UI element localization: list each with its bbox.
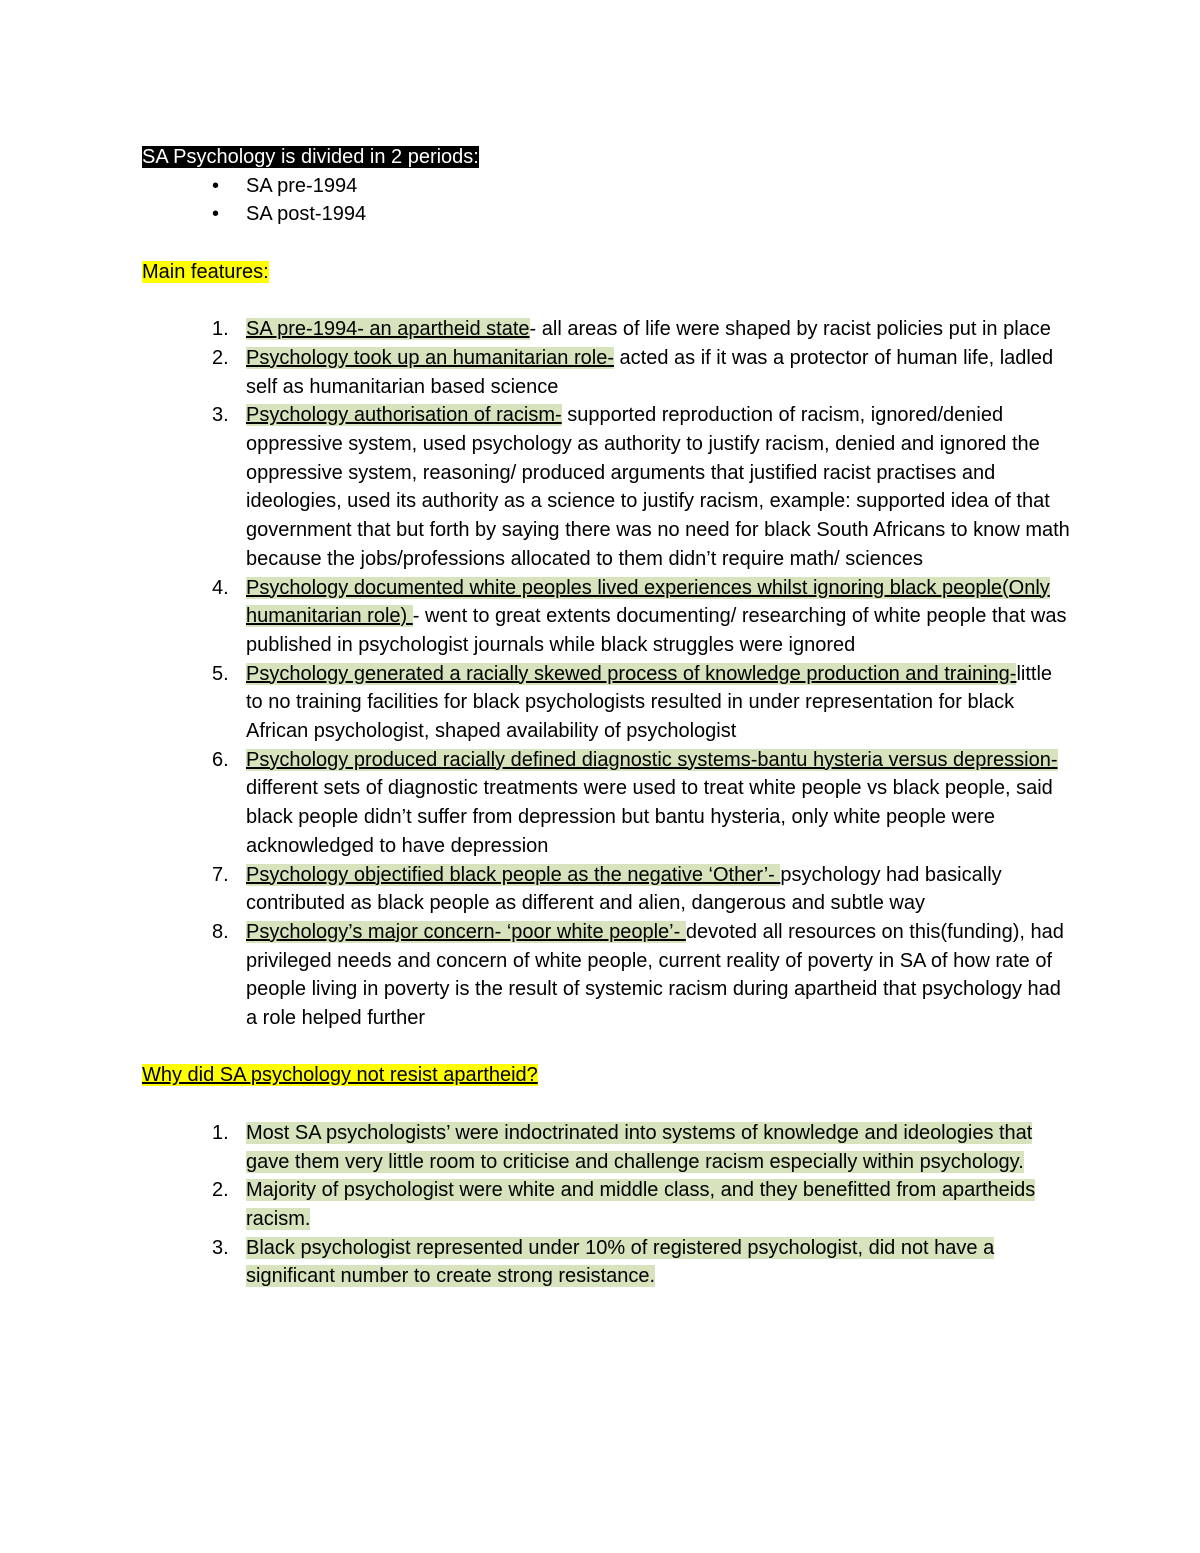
feature-text: little to no training facilities for black psychologists resulted in under representation for black African psychologist, shaped availability of psychologist [246,662,1053,743]
list-item [142,172,1072,201]
feature-title: Psychology objectified black people as the negative ‘Other’- [246,863,781,886]
feature-text: - went to great extents documenting/ researching of white people that was published in psychologist journals while black struggles were ignored [246,605,1067,656]
feature-text: devoted all resources on this(funding), had privileged needs and concern of white people, current reality of poverty in SA of how rate of people living in poverty is the result of systemic racism during apartheid that psychology had a role helped further [246,920,1064,1030]
list-item [142,746,1072,861]
spacer [142,229,1072,258]
list-item [142,1234,1072,1291]
feature-title: Psychology documented white peoples lived experiences whilst ignoring black people(Only humanitarian role) [246,576,1050,628]
feature-text: acted as if it was a protector of human life, ladled self as humanitarian based science [246,346,1054,398]
item-number: 3. [212,1236,229,1259]
resist-text: Most SA psychologists’ were indoctrinated into systems of knowledge and ideologies that gave them very little room to criticise and challenge racism especially within psychology. [246,1121,1033,1173]
item-number: 1. [212,318,229,341]
resist-heading [142,1061,1072,1090]
feature-text: psychology had basically contributed as black people as different and alien, dangerous and subtle way [246,863,1002,915]
item-number: 5. [212,662,229,685]
feature-title: Psychology produced racially defined diagnostic systems-bantu hysteria versus depression- [246,748,1058,771]
item-number: 3. [212,404,229,427]
spacer [142,1090,1072,1119]
spacer [142,287,1072,316]
bullet-icon: • [212,174,220,197]
item-number: 2. [212,1179,229,1202]
item-number: 7. [212,863,229,886]
list-item [142,315,1072,344]
main-features-heading-text: Main features: [142,260,269,283]
main-features-heading [142,258,1072,287]
spacer [142,1033,1072,1062]
list-item [142,344,1072,401]
feature-title: Psychology took up an humanitarian role- [246,346,614,369]
list-item [142,918,1072,1033]
feature-text: - all areas of life were shaped by racist policies put in place [529,318,1051,341]
periods-heading-text: SA Psychology is divided in 2 periods: [142,146,479,168]
list-item [142,200,1072,229]
list-item [142,574,1072,660]
list-item [142,401,1072,573]
feature-text: supported reproduction of racism, ignored/denied oppressive system, used psychology as authority to justify racism, denied and ignored the oppressive system, reasoning/ produced arguments that justified racist practises and ideologies, used its authority as a science to justify racism, example: supported idea of that government that but forth by saying there was no need for black South Africans to know math because the jobs/professions allocated to them didn’t require math/ sciences [246,404,1070,570]
resist-heading-text: Why did SA psychology not resist apartheid? [142,1064,538,1087]
feature-title: Psychology authorisation of racism- [246,404,562,427]
resist-text: Black psychologist represented under 10% of registered psychologist, did not have a significant number to create strong resistance. [246,1236,995,1288]
period-label: SA post-1994 [246,203,367,226]
bullet-icon: • [212,203,220,226]
periods-heading [142,143,1072,172]
item-number: 2. [212,346,229,369]
item-number: 6. [212,748,229,771]
item-number: 1. [212,1121,229,1144]
document-page [142,143,1072,1291]
feature-title: Psychology generated a racially skewed process of knowledge production and training- [246,662,1017,685]
resist-text: Majority of psychologist were white and middle class, and they benefitted from apartheids racism. [246,1179,1036,1230]
item-number: 8. [212,920,229,943]
item-number: 4. [212,576,229,599]
list-item [142,861,1072,918]
list-item [142,1176,1072,1233]
periods-list [142,172,1072,229]
list-item [142,1119,1072,1176]
feature-title: Psychology’s major concern- ‘poor white people’- [246,920,686,943]
main-features-list [142,315,1072,1033]
list-item [142,660,1072,746]
period-label: SA pre-1994 [246,174,358,197]
resist-list [142,1119,1072,1291]
feature-title: SA pre-1994- an apartheid state [246,318,530,341]
feature-text: different sets of diagnostic treatments were used to treat white people vs black people, said black people didn’t suffer from depression but bantu hysteria, only white people were acknowledged to have depression [246,777,1053,857]
